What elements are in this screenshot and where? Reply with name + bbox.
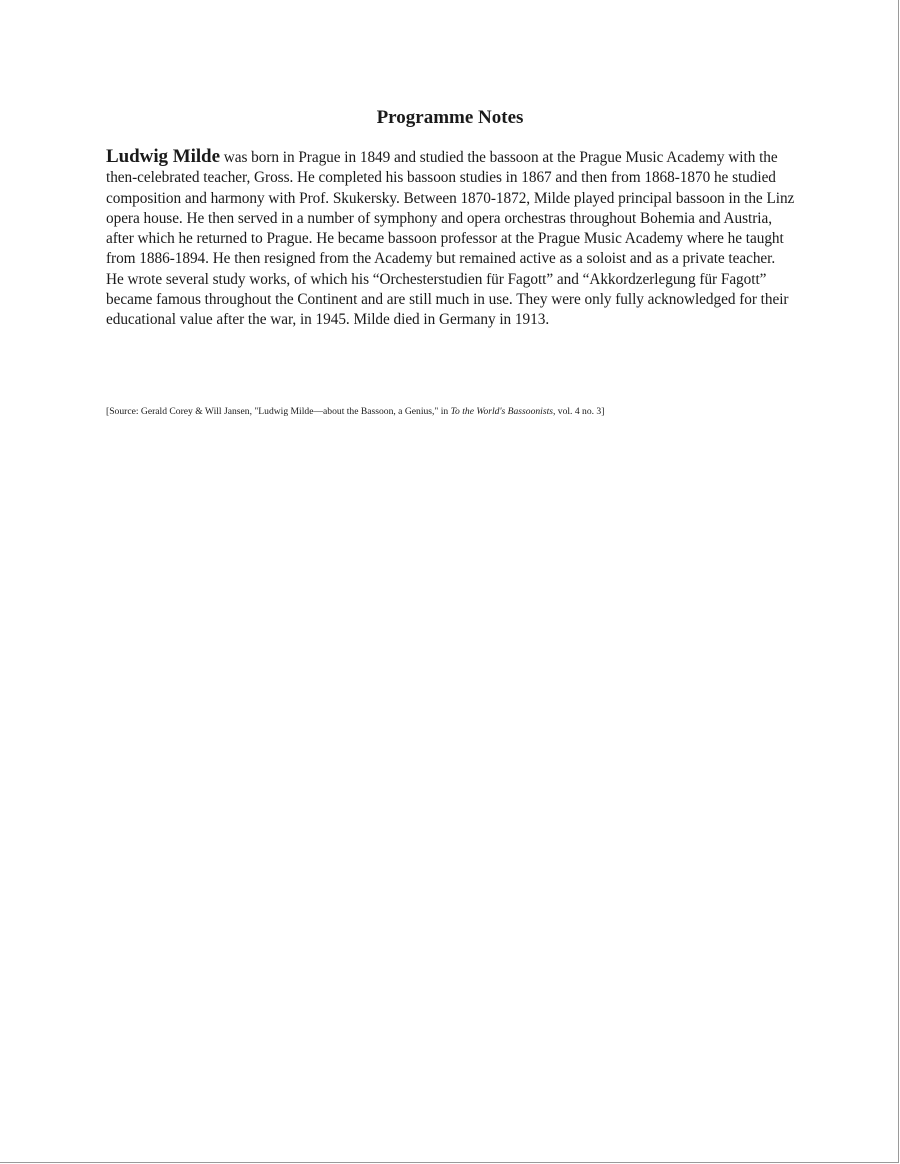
source-citation bbox=[106, 405, 826, 418]
page-title: Programme Notes bbox=[376, 107, 524, 128]
biography-text: was born in Prague in 1849 and studied the bassoon at the Prague Music Academy with the then-celebrated teacher, Gross. He completed his bassoon studies in 1867 and then from 1868-1870 he studied composition and harmony with Prof. Skukersky. Between 1870-1872, Milde played principal bassoon in the Linz opera house. He then served in a number of symphony and opera orchestras throughout Bohemia and Austria, after which he returned to Prague. He became bassoon professor at the Prague Music Academy where he taught from 1886-1894. He then resigned from the Academy but remained active as a soloist and as a private teacher. He wrote several study works, of which his “Orchesterstudien für Fagott” and “Akkordzerlegung für Fagott” became famous throughout the Continent and are still much in use. They were only fully acknowledged for their educational value after the war, in 1945. Milde died in Germany in 1913. bbox=[106, 149, 795, 329]
source-prefix: [Source: Gerald Corey & Will Jansen, "Ludwig Milde—about the Bassoon, a Genius," in bbox=[106, 406, 451, 417]
programme-note-paragraph bbox=[106, 147, 796, 331]
source-suffix: , vol. 4 no. 3] bbox=[552, 406, 605, 417]
composer-name: Ludwig Milde bbox=[106, 146, 220, 167]
source-publication: To the World's Bassoonists bbox=[450, 406, 553, 417]
